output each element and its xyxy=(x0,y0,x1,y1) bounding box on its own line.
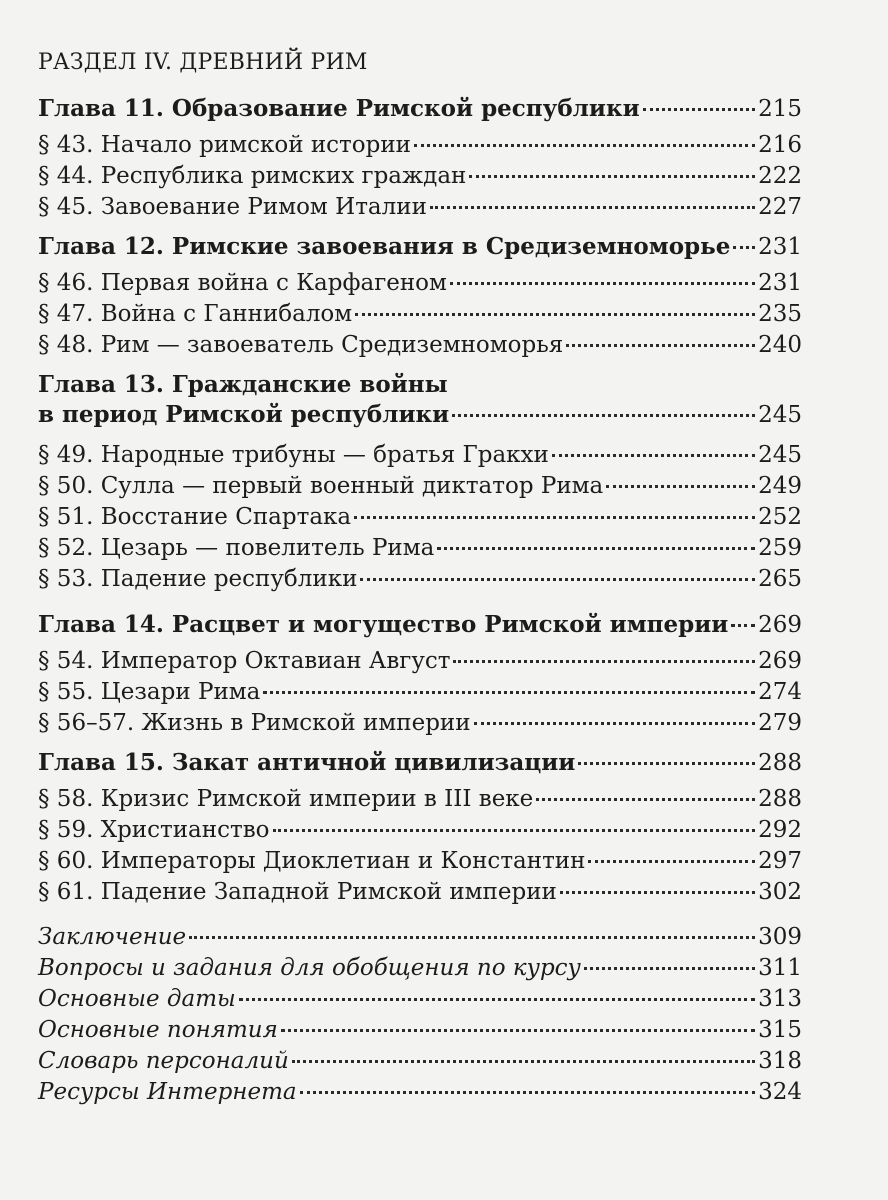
toc-label: § 60. Императоры Диоклетиан и Константин xyxy=(38,848,586,874)
toc-label: § 44. Республика римских граждан xyxy=(38,163,467,189)
dot-leader xyxy=(437,547,755,550)
toc-page-number: 231 xyxy=(758,234,802,260)
toc-page-number: 227 xyxy=(758,194,802,220)
dot-leader xyxy=(239,998,755,1001)
toc-label: Основные даты xyxy=(38,986,236,1012)
toc-paragraph xyxy=(38,502,802,532)
toc-paragraph xyxy=(38,646,802,676)
toc-page-number: 315 xyxy=(758,1017,802,1043)
dot-leader xyxy=(643,108,755,111)
toc-label: § 48. Рим — завоеватель Средиземноморья xyxy=(38,332,564,358)
toc-appendix xyxy=(38,1046,802,1076)
dot-leader xyxy=(263,691,755,694)
toc-label: § 59. Христианство xyxy=(38,817,270,843)
toc-label: § 55. Цезари Рима xyxy=(38,679,261,705)
dot-leader xyxy=(552,454,755,457)
toc-page-number: 240 xyxy=(758,332,802,358)
toc-label: § 46. Первая война с Карфагеном xyxy=(38,270,447,296)
toc-label: § 53. Падение республики xyxy=(38,566,358,592)
toc-label: Вопросы и задания для обобщения по курсу xyxy=(38,955,581,981)
toc-paragraph xyxy=(38,877,802,907)
toc-chapter xyxy=(38,232,802,262)
dot-leader xyxy=(281,1029,755,1032)
toc-paragraph xyxy=(38,299,802,329)
toc-appendix xyxy=(38,984,802,1014)
toc-paragraph xyxy=(38,784,802,814)
toc-paragraph xyxy=(38,192,802,222)
toc-paragraph xyxy=(38,471,802,501)
dot-leader xyxy=(588,860,755,863)
toc-appendix xyxy=(38,1015,802,1045)
toc-page-number: 235 xyxy=(758,301,802,327)
toc-label: Глава 15. Закат античной цивилизации xyxy=(38,749,576,776)
toc-page-number: 216 xyxy=(758,132,802,158)
toc-label: § 51. Восстание Спартака xyxy=(38,504,352,530)
toc-label: § 58. Кризис Римской империи в III веке xyxy=(38,786,534,812)
toc-label: § 45. Завоевание Римом Италии xyxy=(38,194,427,220)
toc-label: § 47. Война с Ганнибалом xyxy=(38,301,353,327)
toc-paragraph xyxy=(38,564,802,594)
dot-leader xyxy=(354,516,755,519)
toc-paragraph xyxy=(38,268,802,298)
toc-label: Ресурсы Интернета xyxy=(38,1079,297,1105)
toc-page-number: 274 xyxy=(758,679,802,705)
dot-leader xyxy=(606,485,755,488)
toc-label: Заключение xyxy=(38,924,187,950)
toc-page-number: 288 xyxy=(758,786,802,812)
chapter-title-line1: Глава 13. Гражданские войны xyxy=(38,371,448,398)
toc-appendix xyxy=(38,1077,802,1107)
dot-leader xyxy=(584,967,755,970)
toc-page-number: 324 xyxy=(758,1079,802,1105)
toc-page-number: 252 xyxy=(758,504,802,530)
dot-leader xyxy=(453,660,755,663)
toc-page-number: 249 xyxy=(758,473,802,499)
toc-page-number: 313 xyxy=(758,986,802,1012)
toc-paragraph xyxy=(38,708,802,738)
toc-label: Глава 12. Римские завоевания в Средиземноморье xyxy=(38,233,731,260)
dot-leader xyxy=(273,829,756,832)
toc-page-number: 302 xyxy=(758,879,802,905)
dot-leader xyxy=(469,175,755,178)
dot-leader xyxy=(292,1060,755,1063)
dot-leader xyxy=(360,578,755,581)
toc-paragraph xyxy=(38,330,802,360)
toc-page-number: 288 xyxy=(758,750,802,776)
toc-page-number: 292 xyxy=(758,817,802,843)
toc-paragraph xyxy=(38,677,802,707)
toc-chapter xyxy=(38,400,802,430)
toc-page-number: 269 xyxy=(758,612,802,638)
toc-appendix xyxy=(38,922,802,952)
toc-label: § 54. Император Октавиан Август xyxy=(38,648,451,674)
toc-page-number: 269 xyxy=(758,648,802,674)
toc-label: Словарь персоналий xyxy=(38,1048,289,1074)
dot-leader xyxy=(189,936,755,939)
toc-page-number: 245 xyxy=(758,402,802,428)
dot-leader xyxy=(578,762,755,765)
toc-label: § 50. Сулла — первый военный диктатор Рима xyxy=(38,473,604,499)
toc-page-number: 245 xyxy=(758,442,802,468)
dot-leader xyxy=(300,1091,756,1094)
toc-label: Основные понятия xyxy=(38,1017,278,1043)
dot-leader xyxy=(452,414,755,417)
section-title: РАЗДЕЛ IV. ДРЕВНИЙ РИМ xyxy=(38,50,368,75)
toc-paragraph xyxy=(38,533,802,563)
toc-label: § 49. Народные трибуны — братья Гракхи xyxy=(38,442,549,468)
toc-page-number: 259 xyxy=(758,535,802,561)
toc-page-number: 265 xyxy=(758,566,802,592)
dot-leader xyxy=(355,313,755,316)
dot-leader xyxy=(474,722,756,725)
dot-leader xyxy=(560,891,755,894)
toc-page-number: 279 xyxy=(758,710,802,736)
dot-leader xyxy=(450,282,755,285)
toc-page-number: 318 xyxy=(758,1048,802,1074)
dot-leader xyxy=(536,798,755,801)
toc-label: § 61. Падение Западной Римской империи xyxy=(38,879,557,905)
toc-paragraph xyxy=(38,130,802,160)
toc-label: Глава 14. Расцвет и могущество Римской империи xyxy=(38,611,729,638)
dot-leader xyxy=(430,206,755,209)
toc-label: § 56–57. Жизнь в Римской империи xyxy=(38,710,471,736)
toc-paragraph xyxy=(38,161,802,191)
toc-label: § 43. Начало римской истории xyxy=(38,132,412,158)
toc-paragraph xyxy=(38,440,802,470)
toc-chapter xyxy=(38,610,802,640)
dot-leader xyxy=(566,344,755,347)
toc-page-number: 311 xyxy=(758,955,802,981)
toc-label: в период Римской республики xyxy=(38,401,450,428)
toc-label: § 52. Цезарь — повелитель Рима xyxy=(38,535,435,561)
toc-paragraph xyxy=(38,815,802,845)
toc-page-number: 215 xyxy=(758,96,802,122)
toc-page-number: 222 xyxy=(758,163,802,189)
dot-leader xyxy=(414,144,755,147)
toc-label: Глава 11. Образование Римской республики xyxy=(38,95,640,122)
dot-leader xyxy=(731,624,755,627)
toc-page-number: 309 xyxy=(758,924,802,950)
toc-chapter xyxy=(38,94,802,124)
toc-page-number: 231 xyxy=(758,270,802,296)
toc-paragraph xyxy=(38,846,802,876)
toc-page-number: 297 xyxy=(758,848,802,874)
toc-appendix xyxy=(38,953,802,983)
dot-leader xyxy=(733,246,755,249)
toc-chapter xyxy=(38,748,802,778)
